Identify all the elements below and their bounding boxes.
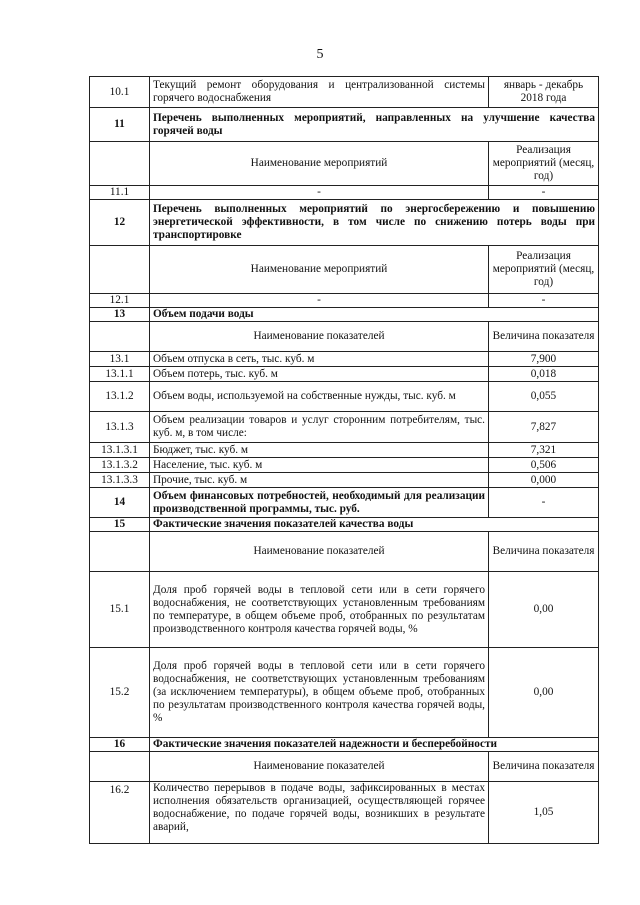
header-empty: [90, 322, 150, 352]
row-value: -: [489, 294, 599, 308]
row-12-1: [90, 294, 599, 308]
row-13-1-3-2: [90, 458, 599, 473]
header-value: Реализация мероприятий (месяц, год): [489, 142, 599, 186]
row-number: 13.1.3: [90, 412, 150, 443]
row-number: 15.2: [90, 648, 150, 738]
row-number: 13.1: [90, 352, 150, 367]
row-16-2: [90, 782, 599, 844]
row-value: 0,055: [489, 382, 599, 412]
section-number: 12: [90, 200, 150, 246]
row-15-1: [90, 572, 599, 648]
row-number: 13.1.2: [90, 382, 150, 412]
section-title: Фактические значения показателей надежности и бесперебойности: [150, 738, 599, 752]
section-14: [90, 488, 599, 518]
row-13-1-1: [90, 367, 599, 382]
row-value: январь - декабрь 2018 года: [489, 77, 599, 108]
header-value: Величина показателя: [489, 752, 599, 782]
section-title: Перечень выполненных мероприятий, направленных на улучшение качества горячей воды: [150, 108, 599, 142]
row-value: 0,00: [489, 572, 599, 648]
row-13-1-3-3: [90, 473, 599, 488]
header-15: [90, 532, 599, 572]
header-name: Наименование показателей: [150, 532, 489, 572]
header-value: Величина показателя: [489, 322, 599, 352]
row-value: 7,900: [489, 352, 599, 367]
row-value: 0,506: [489, 458, 599, 473]
row-name: -: [150, 294, 489, 308]
header-value: Реализация мероприятий (месяц, год): [489, 246, 599, 294]
header-name: Наименование показателей: [150, 752, 489, 782]
row-name: Объем потерь, тыс. куб. м: [150, 367, 489, 382]
header-13: [90, 322, 599, 352]
header-empty: [90, 142, 150, 186]
section-number: 16: [90, 738, 150, 752]
row-number: 15.1: [90, 572, 150, 648]
header-12: [90, 246, 599, 294]
section-16: [90, 738, 599, 752]
row-name: Население, тыс. куб. м: [150, 458, 489, 473]
row-13-1-2: [90, 382, 599, 412]
header-16: [90, 752, 599, 782]
header-empty: [90, 246, 150, 294]
row-name: Объем воды, используемой на собственные нужды, тыс. куб. м: [150, 382, 489, 412]
row-name: Объем реализации товаров и услуг сторонним потребителям, тыс. куб. м, в том числе:: [150, 412, 489, 443]
section-title: Перечень выполненных мероприятий по энергосбережению и повышению энергетической эффективности, в том числе по снижению потерь воды при транспортировке: [150, 200, 599, 246]
section-number: 13: [90, 308, 150, 322]
header-empty: [90, 752, 150, 782]
section-15: [90, 518, 599, 532]
row-name: -: [150, 186, 489, 200]
row-number: 16.2: [90, 782, 150, 844]
row-number: 13.1.3.3: [90, 473, 150, 488]
row-number: 13.1.1: [90, 367, 150, 382]
row-value: -: [489, 186, 599, 200]
row-value: 0,00: [489, 648, 599, 738]
header-name: Наименование мероприятий: [150, 142, 489, 186]
header-11: [90, 142, 599, 186]
section-title: Объем подачи воды: [150, 308, 599, 322]
row-name: Доля проб горячей воды в тепловой сети или в сети горячего водоснабжения, не соответствующих установленным требованиям по температуре, в общем объеме проб, отобранных по результатам производственного контроля качества горячей воды, %: [150, 572, 489, 648]
report-table: [89, 76, 599, 844]
page-number: 5: [316, 47, 324, 62]
row-15-2: [90, 648, 599, 738]
section-value: -: [489, 488, 599, 518]
row-13-1: [90, 352, 599, 367]
row-11-1: [90, 186, 599, 200]
section-11: [90, 108, 599, 142]
section-13: [90, 308, 599, 322]
row-value: 1,05: [489, 782, 599, 844]
row-value: 0,018: [489, 367, 599, 382]
section-title: Объем финансовых потребностей, необходимый для реализации производственной программы, тыс. руб.: [150, 488, 489, 518]
row-number: 10.1: [90, 77, 150, 108]
row-name: Прочие, тыс. куб. м: [150, 473, 489, 488]
row-number: 13.1.3.1: [90, 443, 150, 458]
section-number: 11: [90, 108, 150, 142]
section-12: [90, 200, 599, 246]
row-number: 12.1: [90, 294, 150, 308]
row-name: Доля проб горячей воды в тепловой сети или в сети горячего водоснабжения, не соответствующих установленным требованиям (за исключением температуры), в общем объеме проб, отобранных по результатам производственного контроля качества горячей воды, %: [150, 648, 489, 738]
row-name: Объем отпуска в сеть, тыс. куб. м: [150, 352, 489, 367]
section-number: 14: [90, 488, 150, 518]
header-name: Наименование мероприятий: [150, 246, 489, 294]
row-13-1-3: [90, 412, 599, 443]
row-value: 7,321: [489, 443, 599, 458]
row-number: 13.1.3.2: [90, 458, 150, 473]
header-value: Величина показателя: [489, 532, 599, 572]
row-number: 11.1: [90, 186, 150, 200]
section-number: 15: [90, 518, 150, 532]
row-value: 7,827: [489, 412, 599, 443]
row-name: Бюджет, тыс. куб. м: [150, 443, 489, 458]
row-value: 0,000: [489, 473, 599, 488]
row-13-1-3-1: [90, 443, 599, 458]
row-10-1: [90, 77, 599, 108]
section-title: Фактические значения показателей качества воды: [150, 518, 599, 532]
row-name: Количество перерывов в подаче воды, зафиксированных в местах исполнения обязательств организацией, осуществляющей горячее водоснабжение, по подаче горячей воды, возникших в результате аварий,: [150, 782, 489, 844]
row-text: Текущий ремонт оборудования и централизованной системы горячего водоснабжения: [150, 77, 489, 108]
header-empty: [90, 532, 150, 572]
header-name: Наименование показателей: [150, 322, 489, 352]
